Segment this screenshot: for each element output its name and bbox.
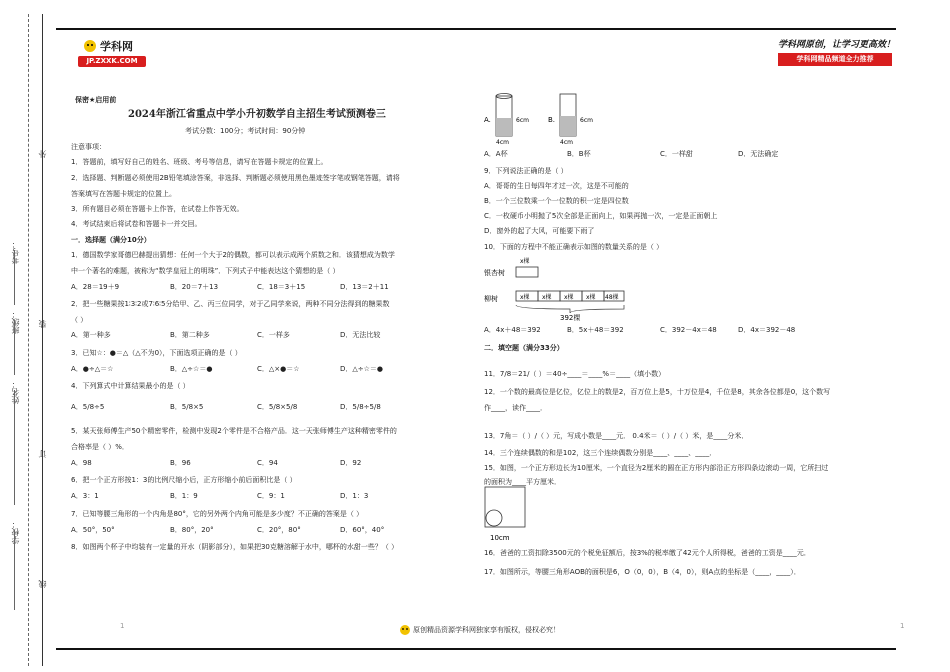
q5-line1: 5．某天张师傅生产50个精密零件，检测中发现2个零件是不合格产品．这一天张师傅生产这种精密零件的 bbox=[71, 427, 397, 435]
q10-tree-figure bbox=[484, 255, 664, 321]
q7-line: 7．已知等腰三角形的一个内角是80°，它的另外两个内角可能是多少度？不正确的答案是（ ） bbox=[71, 510, 364, 518]
footer-right-mark: 1 bbox=[900, 622, 905, 630]
q8-option-d[interactable]: D．无法确定 bbox=[738, 150, 779, 158]
q10-option-d[interactable]: D．4x＝392－48 bbox=[738, 326, 796, 334]
q12-line2: 作____，读作____． bbox=[484, 404, 547, 412]
field-name: 姓名： bbox=[11, 380, 20, 404]
q10-option-c[interactable]: C．392－4x＝48 bbox=[660, 326, 717, 334]
field-id: 考号： bbox=[11, 240, 20, 264]
note-2b: 答案填写在答题卡规定的位置上。 bbox=[71, 190, 176, 198]
q11-line: 11．7/8＝21/（ ）＝40÷____＝____%＝____（填小数） bbox=[484, 370, 666, 378]
field-school-line bbox=[14, 530, 15, 610]
binding-margin bbox=[0, 0, 56, 672]
q5-option-c[interactable]: C．94 bbox=[257, 459, 278, 467]
q10-line: 10．下面的方程中不能正确表示如图的数量关系的是（ ） bbox=[484, 243, 664, 251]
q4-option-c[interactable]: C．5/8×5/8 bbox=[257, 403, 298, 411]
binding-dashed-line bbox=[28, 14, 29, 666]
q6-option-c[interactable]: C．9：1 bbox=[257, 492, 285, 500]
q16-line: 16．爸爸的工资扣除3500元的个税免征额后，按3%的税率缴了42元个人所得税，爸爸的工资是____元． bbox=[484, 549, 811, 557]
q3-option-a[interactable]: A．●÷△＝☆ bbox=[71, 365, 114, 373]
willow-seg-1: x棵 bbox=[520, 294, 530, 301]
cup-b-label: B. bbox=[548, 116, 556, 124]
willow-seg-4: x棵 bbox=[586, 294, 596, 301]
q5-option-d[interactable]: D．92 bbox=[340, 459, 362, 467]
q8-cups-figure bbox=[482, 88, 602, 146]
willow-seg-3: x棵 bbox=[564, 294, 574, 301]
willow-seg-2: x棵 bbox=[542, 294, 552, 301]
q5-option-a[interactable]: A．98 bbox=[71, 459, 92, 467]
ginkgo-seg-label: x棵 bbox=[520, 258, 530, 265]
bind-mark-1: 外 bbox=[38, 150, 47, 158]
willow-total: 392棵 bbox=[560, 314, 581, 321]
q3-option-b[interactable]: B．△÷☆＝● bbox=[170, 365, 213, 373]
q2-option-a[interactable]: A．第一种多 bbox=[71, 331, 111, 339]
footer-mascot-icon bbox=[398, 624, 412, 636]
willow-seg-last: 48棵 bbox=[605, 294, 619, 301]
q7-option-a[interactable]: A．50°，50° bbox=[71, 526, 115, 534]
cup-b-height: 6cm bbox=[580, 117, 593, 124]
q15-line2: 的面积为____平方厘米． bbox=[484, 478, 561, 486]
cup-a-water bbox=[496, 118, 512, 136]
q9-line: 9．下列说法正确的是（ ） bbox=[484, 167, 568, 175]
q14-line: 14．三个连续偶数的和是102，这三个连续偶数分别是____、____、____． bbox=[484, 449, 717, 457]
q15-square-figure bbox=[484, 486, 532, 544]
section1-title: 一．选择题（满分10分） bbox=[71, 236, 151, 244]
bind-mark-3: 订 bbox=[38, 450, 47, 458]
q7-option-c[interactable]: C．20°，80° bbox=[257, 526, 301, 534]
q5-line2: 合格率是（ ）%． bbox=[71, 443, 129, 451]
q3-option-c[interactable]: C．△×●＝☆ bbox=[257, 365, 300, 373]
q1-option-a[interactable]: A．28＝19＋9 bbox=[71, 283, 120, 291]
secret-label: 保密★启用前 bbox=[75, 96, 117, 104]
note-3: 3．所有题目必须在答题卡上作答，在试卷上作答无效。 bbox=[71, 205, 244, 213]
header-slogan: 学科网原创，让学习更高效！ bbox=[778, 40, 896, 50]
cup-a-height: 6cm bbox=[516, 117, 529, 124]
q8-line: 8．如图两个杯子中均装有一定量的开水（阴影部分），如果把30克糖溶解于水中，哪杯的水甜一些？（ ） bbox=[71, 543, 399, 551]
q3-option-d[interactable]: D．△÷☆＝● bbox=[340, 365, 384, 373]
q12-line1: 12．一个数的最高位是亿位，亿位上的数是2，百万位上是5，十万位是4，千位是8，其余各位都是0，这个数写 bbox=[484, 388, 831, 396]
q2-option-c[interactable]: C．一样多 bbox=[257, 331, 290, 339]
logo-name: 学科网 bbox=[100, 40, 133, 53]
score-info: 考试分数：100分；考试时间：90分钟 bbox=[185, 127, 306, 135]
q6-option-a[interactable]: A．3：1 bbox=[71, 492, 99, 500]
cup-b-width: 4cm bbox=[560, 139, 573, 146]
q6-line: 6．把一个正方形按1：3的比例尺缩小后，正方形缩小前后面积比是（ ） bbox=[71, 476, 297, 484]
willow-label: 柳树 bbox=[484, 295, 498, 303]
q2-line2: （ ） bbox=[71, 316, 88, 324]
q1-line1: 1．德国数学家哥德巴赫提出猜想：任何一个大于2的偶数，都可以表示成两个质数之和．该猜想成为数学 bbox=[71, 251, 395, 259]
q8-option-b[interactable]: B．B杯 bbox=[567, 150, 591, 158]
cup-a-label: A. bbox=[484, 116, 491, 124]
q9-option-d[interactable]: D．窗外的起了大风，可能要下雨了 bbox=[484, 227, 595, 235]
q1-line2: 中一个著名的难题，被称为“数学皇冠上的明珠”．下列式子中能表达这个猜想的是（ ） bbox=[71, 267, 340, 275]
q9-option-b[interactable]: B．一个三位数乘一个一位数的积一定是四位数 bbox=[484, 197, 629, 205]
q7-option-d[interactable]: D．60°，40° bbox=[340, 526, 385, 534]
q4-option-d[interactable]: D．5/8÷5/8 bbox=[340, 403, 381, 411]
note-2: 2．选择题、判断题必须使用2B铅笔填涂答案，非选择、判断题必须使用黑色墨迹签字笔或钢笔答题，请将 bbox=[71, 174, 400, 182]
notes-title: 注意事项： bbox=[71, 143, 106, 151]
field-class-line bbox=[14, 320, 15, 375]
cup-b-water bbox=[560, 116, 576, 136]
bind-mark-4: 线 bbox=[38, 580, 47, 588]
q17-line: 17．如图所示，等腰三角形AOB的面积是6，O（0，0），B（4，0），则A点的坐标是（____，____）． bbox=[484, 568, 801, 576]
q2-option-b[interactable]: B．第二种多 bbox=[170, 331, 210, 339]
q1-option-c[interactable]: C．18＝3＋15 bbox=[257, 283, 306, 291]
q1-option-b[interactable]: B．20＝7＋13 bbox=[170, 283, 219, 291]
brand-banner: 学科网精品频道全力推荐 bbox=[778, 53, 892, 66]
note-4: 4．考试结束后将试卷和答题卡一并交回。 bbox=[71, 220, 202, 228]
field-name-line bbox=[14, 390, 15, 505]
q2-option-d[interactable]: D．无法比较 bbox=[340, 331, 381, 339]
q8-option-a[interactable]: A．A杯 bbox=[484, 150, 508, 158]
q10-option-b[interactable]: B．5x＋48＝392 bbox=[567, 326, 624, 334]
q15-circle bbox=[486, 510, 502, 526]
q13-line: 13．7角＝（ ）/（ ）元，写成小数是____元． 0.4米＝（ ）/（ ）米，是____分米． bbox=[484, 432, 749, 440]
section2-title: 二．填空题（满分33分） bbox=[484, 344, 564, 352]
field-class: 班级： bbox=[11, 310, 20, 334]
q4-line: 4．下列算式中计算结果最小的是（ ） bbox=[71, 382, 190, 390]
ginkgo-bar bbox=[516, 267, 538, 277]
q9-option-c[interactable]: C．一枚硬币小明抛了5次全部是正面向上，如果再抛一次，一定是正面朝上 bbox=[484, 212, 718, 220]
q8-option-c[interactable]: C．一样甜 bbox=[660, 150, 693, 158]
note-1: 1．答题前，填写好自己的姓名、班级、考号等信息，请写在答题卡规定的位置上。 bbox=[71, 158, 328, 166]
q10-option-a[interactable]: A．4x＋48＝392 bbox=[484, 326, 541, 334]
ginkgo-label: 银杏树 bbox=[484, 269, 505, 277]
footer-copyright: 原创精品资源学科网独家享有版权，侵权必究！ bbox=[413, 626, 560, 634]
q9-option-a[interactable]: A．哥哥的生日每四年才过一次，这是不可能的 bbox=[484, 182, 629, 190]
q3-line: 3．已知☆：●＝△（△不为0），下面选项正确的是（ ） bbox=[71, 349, 242, 357]
field-school: 学校： bbox=[11, 520, 20, 544]
q1-option-d[interactable]: D．13＝2＋11 bbox=[340, 283, 389, 291]
exam-title: 2024年浙江省重点中学小升初数学自主招生考试预测卷三 bbox=[128, 109, 386, 120]
q2-line1: 2．把一些糖果按1∶3∶2或7∶6∶5分给甲、乙、丙三位同学，对于乙同学来说，两种不同分法得到的糖果数 bbox=[71, 300, 390, 308]
bind-mark-2: 装 bbox=[38, 320, 47, 328]
q4-option-a[interactable]: A．5/8÷5 bbox=[71, 403, 105, 411]
cup-a-width: 4cm bbox=[496, 139, 509, 146]
q6-option-d[interactable]: D．1：3 bbox=[340, 492, 369, 500]
logo-url[interactable]: JP.ZXXK.COM bbox=[78, 56, 146, 67]
q15-side-label: 10cm bbox=[490, 534, 510, 542]
q7-option-b[interactable]: B．80°，20° bbox=[170, 526, 214, 534]
q4-option-b[interactable]: B．5/8×5 bbox=[170, 403, 204, 411]
field-id-line bbox=[14, 250, 15, 305]
footer-left-mark: 1 bbox=[120, 622, 125, 630]
q6-option-b[interactable]: B．1：9 bbox=[170, 492, 198, 500]
binding-solid-line bbox=[42, 14, 43, 666]
q5-option-b[interactable]: B．96 bbox=[170, 459, 191, 467]
q15-line1: 15．如图，一个正方形边长为10厘米，一个直径为2厘米的圆在正方形内部沿正方形四条边滚动一周，它所扫过 bbox=[484, 464, 829, 472]
